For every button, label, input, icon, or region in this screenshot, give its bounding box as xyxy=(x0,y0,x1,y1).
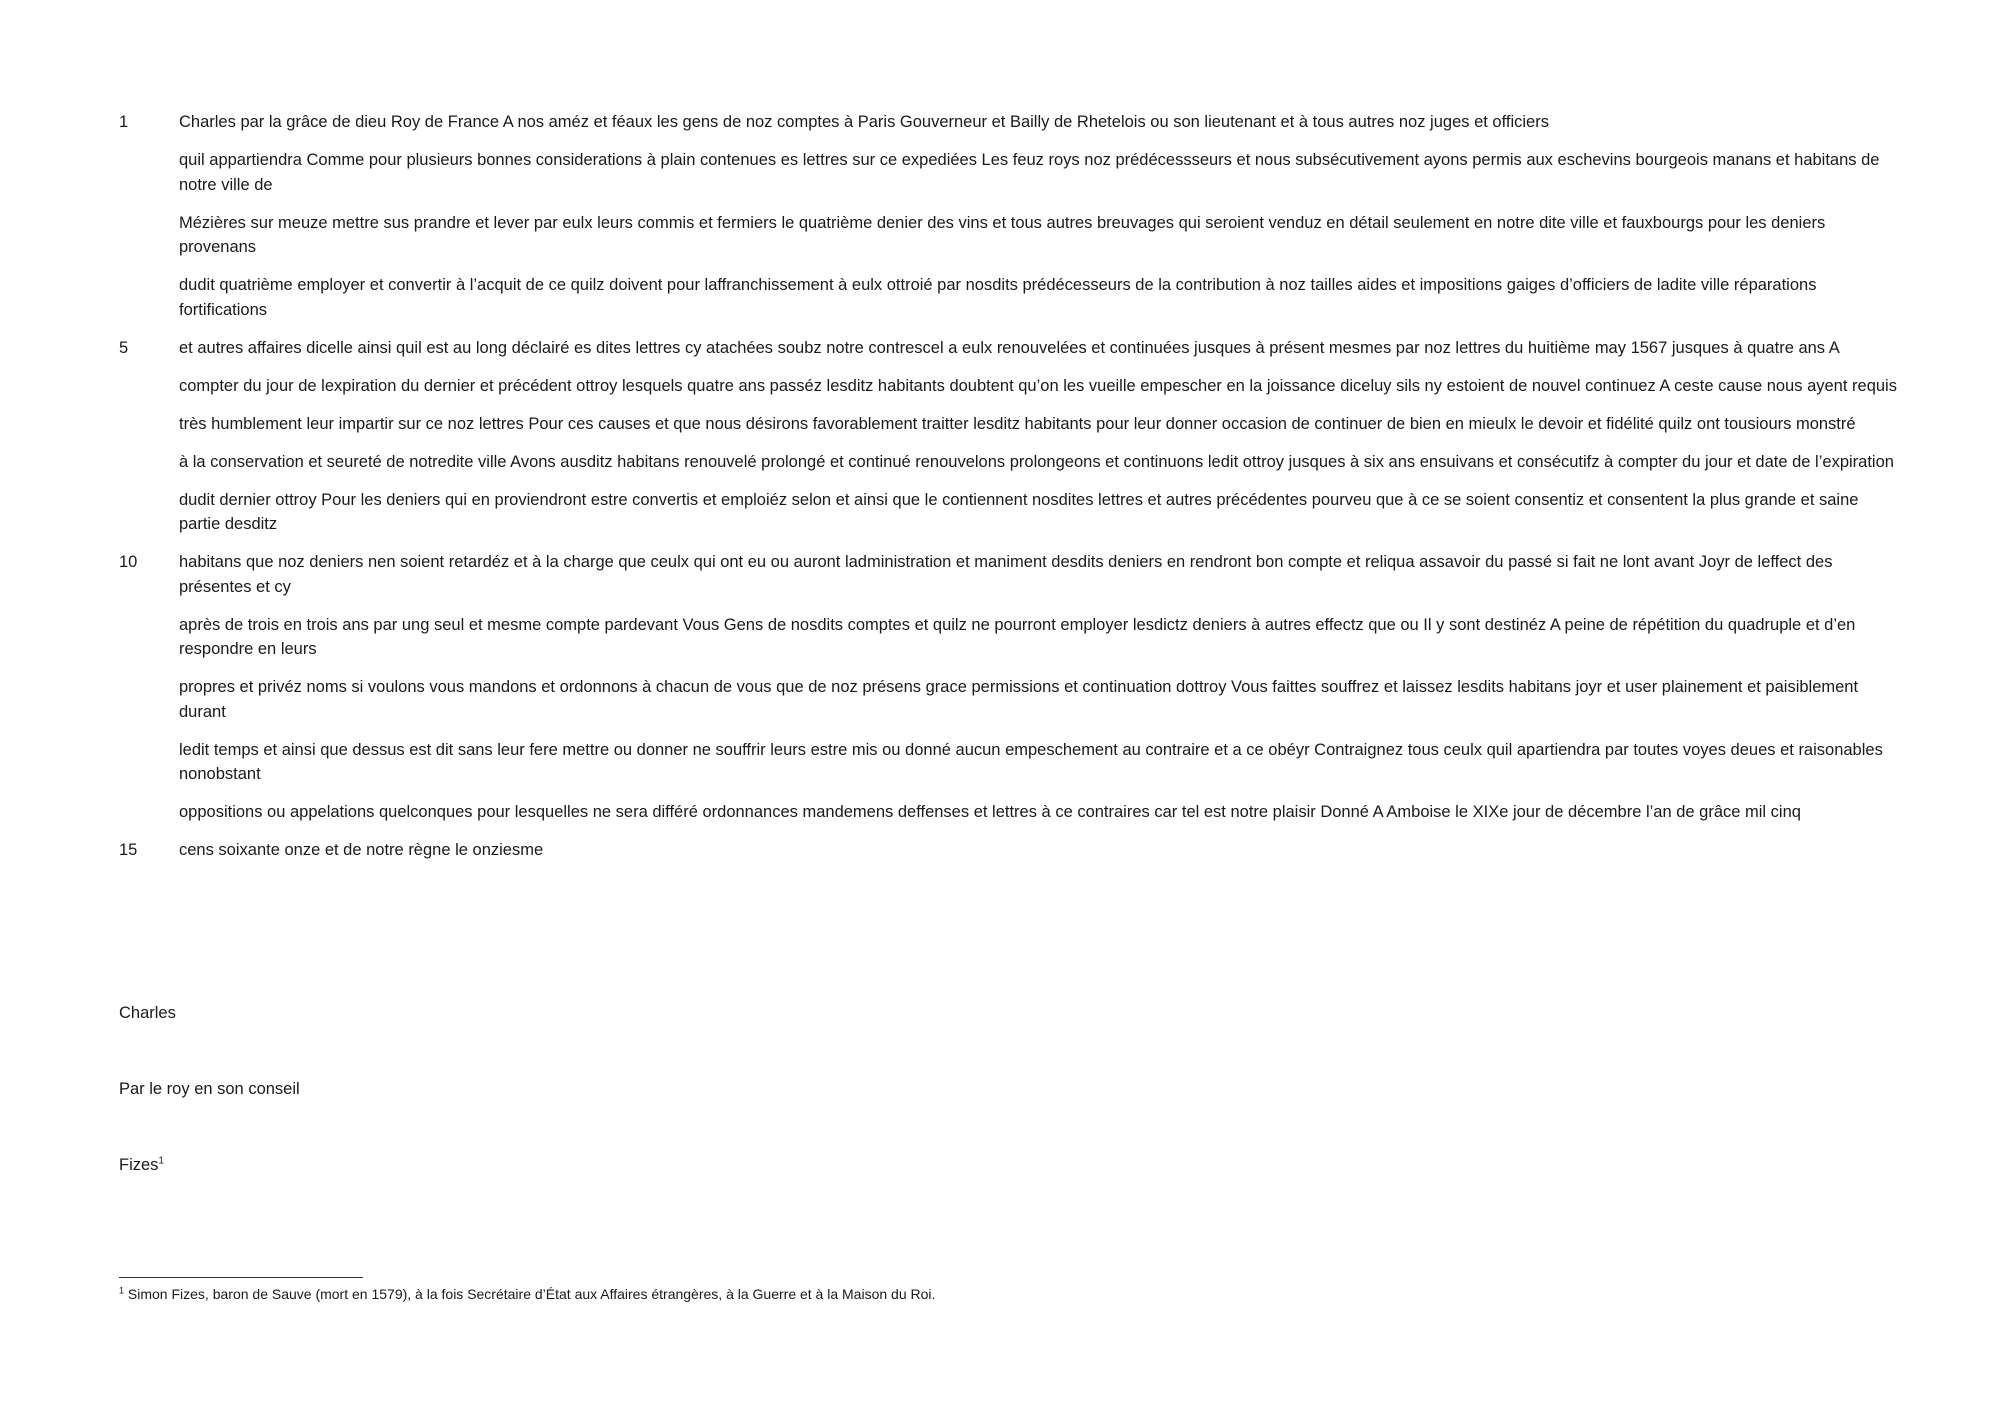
line-number: 1 xyxy=(119,113,129,131)
transcription-line xyxy=(119,488,1899,537)
transcription-line xyxy=(119,450,1899,475)
secretary-name: Fizes xyxy=(119,1156,159,1174)
line-text: habitans que noz deniers nen soient retardéz et à la charge que ceulx qui ont eu ou auront ladministration et maniment desdits deniers en rendront bon compte et reliqua assavoir du passé si fait ne lont avant Joyr de leffect des présentes et cy xyxy=(179,553,1833,596)
line-text: après de trois en trois ans par ung seul et mesme compte pardevant Vous Gens de nosdits comptes et quilz ne pourront employer lesdictz deniers à autres effectz que ou Il y sont destinéz A peine de répétition du quadruple et d’en respondre en leurs xyxy=(179,615,1856,658)
line-text: dudit dernier ottroy Pour les deniers qui en proviendront estre convertis et emploiéz selon et ainsi que le contiennent nosdites lettres et autres précédentes pourveu que à ce se soient consentiz et consentent la plus grande et saine partie desditz xyxy=(179,490,1859,533)
line-text: cens soixante onze et de notre règne le onziesme xyxy=(179,841,544,859)
transcription-lines xyxy=(119,110,1899,876)
footnote xyxy=(119,1286,935,1302)
transcription-line xyxy=(119,838,1899,863)
transcription-line xyxy=(119,211,1899,260)
line-text: et autres affaires dicelle ainsi quil est au long déclairé es dites lettres cy atachées soubz notre contrescel a eulx renouvelées et continuées jusques à présent mesmes par noz lettres du huitième may 1567 jusques à quatre ans A xyxy=(179,338,1840,357)
transcription-line xyxy=(119,273,1899,322)
signature-council: Par le roy en son conseil xyxy=(119,1080,300,1098)
line-text: ledit temps et ainsi que dessus est dit sans leur fere mettre ou donner ne souffrir leurs estre mis ou donné aucun empeschement au contraire et a ce obéyr Contraignez tous ceulx quil apartiendra par toutes voyes deues et raisonables nonobstant xyxy=(179,740,1883,783)
line-text: compter du jour de lexpiration du dernier et précédent ottroy lesquels quatre ans passéz lesditz habitants doubtent qu’on les vueille empescher en la joissance diceluy sils ny estoient de nouvel continuez A ceste cause nous ayent requis xyxy=(179,376,1897,395)
footnote-mark: 1 xyxy=(119,1285,125,1296)
line-text: dudit quatrième employer et convertir à l’acquit de ce quilz doivent pour laffranchissement à eulx ottroié par nosdits prédécesseurs de la contribution à noz tailles aides et impositions gaiges d’officiers de ladite ville réparations fortifications xyxy=(179,276,1817,319)
transcription-line xyxy=(119,800,1899,825)
footnote-separator xyxy=(119,1277,363,1278)
line-number: 10 xyxy=(119,553,138,571)
line-number: 15 xyxy=(119,841,138,859)
transcription-line xyxy=(119,738,1899,787)
transcription-line xyxy=(119,675,1899,724)
transcription-line xyxy=(119,336,1899,361)
line-text: à la conservation et seureté de notredite ville Avons ausditz habitans renouvelé prolongé et continué renouvelons prolongeons et continuons ledit ottroy jusques à six ans ensuivans et consécutifz à compter du jour et date de l’expiration xyxy=(179,452,1894,471)
footnote-reference[interactable]: 1 xyxy=(158,1155,164,1167)
transcription-line xyxy=(119,148,1899,197)
line-text: oppositions ou appelations quelconques pour lesquelles ne sera différé ordonnances mandemens deffenses et lettres à ce contraires car tel est notre plaisir Donné A Amboise le XIXe jour de décembre l’an de grâce mil cinq xyxy=(179,803,1801,821)
line-text: propres et privéz noms si voulons vous mandons et ordonnons à chacun de vous que de noz présens grace permissions et continuation dottroy Vous faittes souffrez et laissez lesdits habitans joyr et user plainement et paisiblement durant xyxy=(179,678,1859,721)
line-number: 5 xyxy=(119,338,129,357)
line-text: Charles par la grâce de dieu Roy de France A nos améz et féaux les gens de noz comptes à Paris Gouverneur et Bailly de Rhetelois ou son lieutenant et à tous autres noz juges et officiers xyxy=(179,113,1549,131)
transcription-line xyxy=(119,613,1899,662)
signature-secretary xyxy=(119,1156,164,1175)
line-text: très humblement leur impartir sur ce noz lettres Pour ces causes et que nous désirons favorablement traitter lesditz habitants pour leur donner occasion de continuer de bien en mieulx le devoir et fidélité quilz ont tousiours monstré xyxy=(179,414,1856,433)
line-text: Mézières sur meuze mettre sus prandre et lever par eulx leurs commis et fermiers le quatrième denier des vins et tous autres breuvages qui seroient venduz en détail seulement en notre dite ville et fauxbourgs pour les deniers provenans xyxy=(179,213,1826,256)
transcription-line xyxy=(119,412,1899,437)
line-text: quil appartiendra Comme pour plusieurs bonnes considerations à plain contenues es lettres sur ce expediées Les feuz roys noz prédécessseurs et nous subsécutivement ayons permis aux eschevins bourgeois manans et habitans de notre ville de xyxy=(179,151,1880,194)
transcription-line xyxy=(119,550,1899,599)
transcription-line xyxy=(119,374,1899,399)
footnote-text: Simon Fizes, baron de Sauve (mort en 1579), à la fois Secrétaire d’État aux Affaires étrangères, à la Guerre et à la Maison du Roi. xyxy=(127,1286,936,1302)
signature-king: Charles xyxy=(119,1004,176,1022)
transcription-line xyxy=(119,110,1899,135)
